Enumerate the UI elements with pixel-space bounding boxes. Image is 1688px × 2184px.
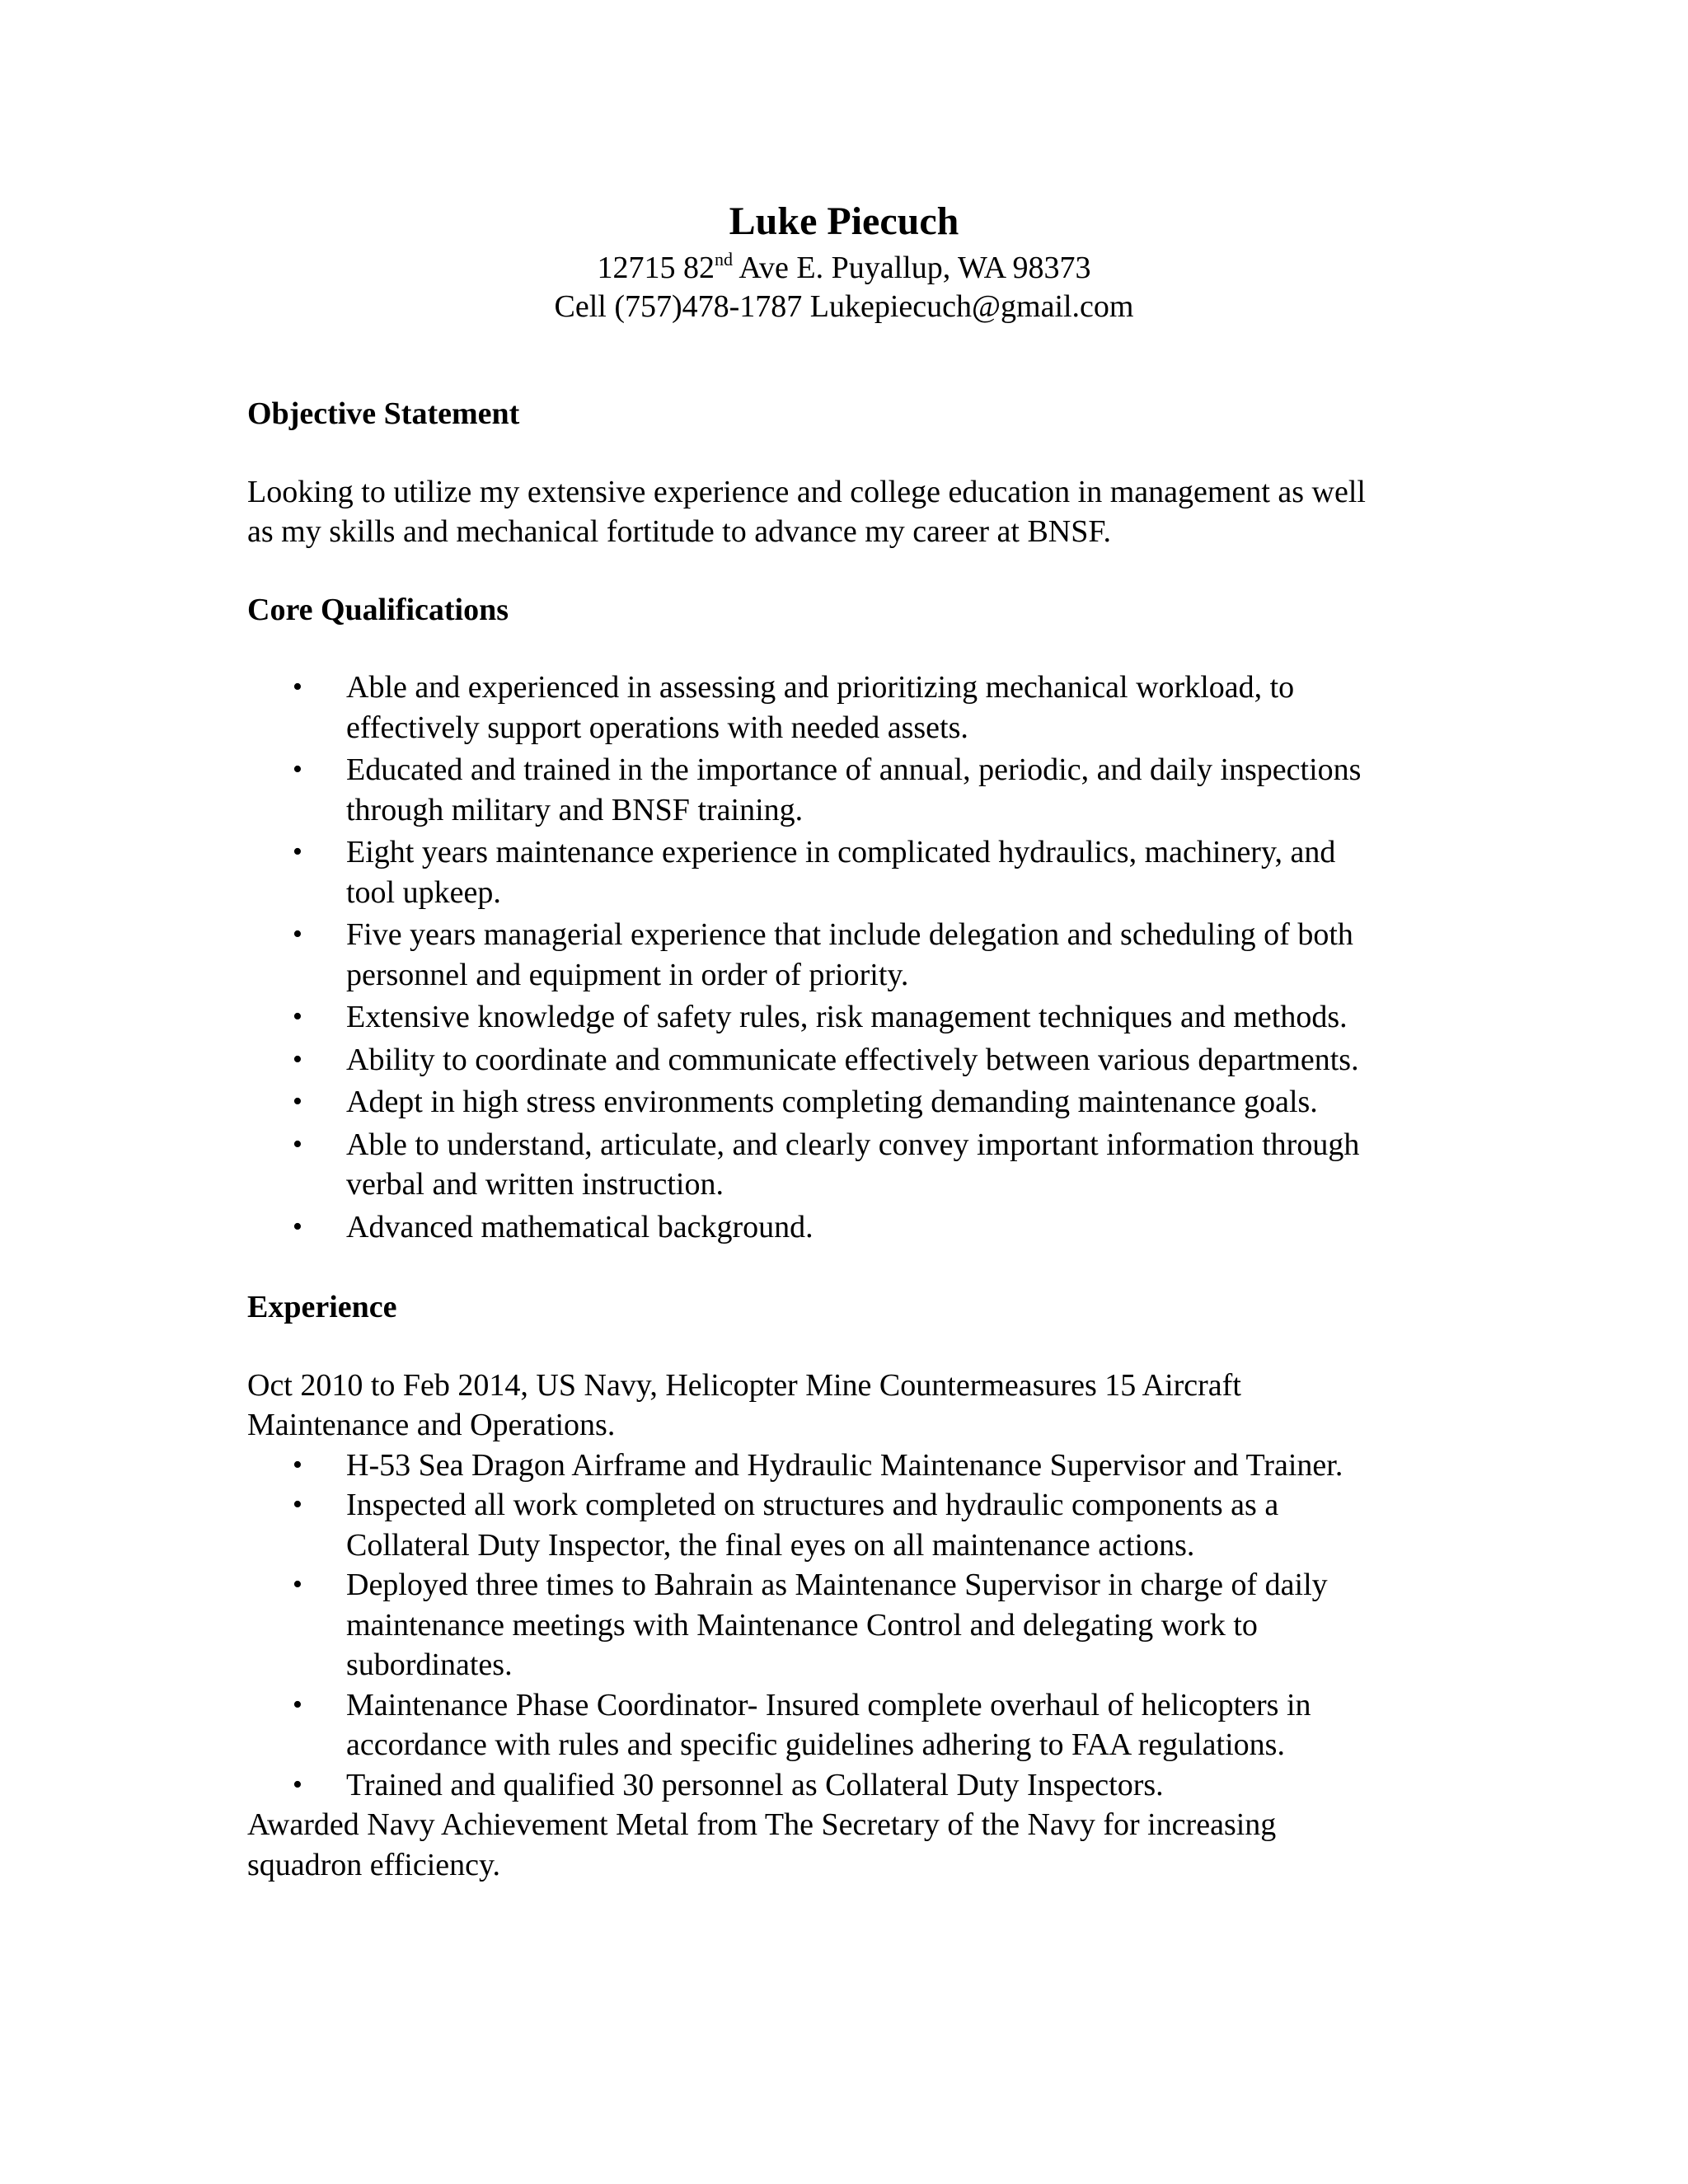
- objective-line: as my skills and mechanical fortitude to advance my career at BNSF.: [247, 514, 1111, 549]
- job-line: Oct 2010 to Feb 2014, US Navy, Helicopter Mine Countermeasures 15 Aircraft: [247, 1367, 1241, 1403]
- item-line: Ability to coordinate and communicate effectively between various departments.: [346, 1042, 1359, 1077]
- item-line: Deployed three times to Bahrain as Maintenance Supervisor in charge of daily: [346, 1568, 1328, 1602]
- spacer: [247, 1328, 1442, 1366]
- list-item: [247, 668, 1442, 748]
- item-line: verbal and written instruction.: [346, 1167, 724, 1202]
- item-line: Able to understand, articulate, and clearly convey important information through: [346, 1127, 1360, 1162]
- bullet-icon: •: [293, 1449, 302, 1480]
- address-rest: Ave E. Puyallup, WA 98373: [732, 251, 1091, 285]
- list-item: [247, 915, 1442, 995]
- experience-heading: Experience: [247, 1290, 397, 1324]
- item-line: Adept in high stress environments completing demanding maintenance goals.: [346, 1085, 1318, 1119]
- item-line: Trained and qualified 30 personnel as Collateral Duty Inspectors.: [346, 1767, 1164, 1802]
- objective-line: Looking to utilize my extensive experience and college education in management as well: [247, 474, 1366, 509]
- item-line: personnel and equipment in order of priority.: [346, 957, 909, 992]
- item-line: subordinates.: [346, 1647, 513, 1682]
- address-line: [0, 249, 1688, 288]
- address-ordinal-suffix: nd: [714, 249, 733, 269]
- award-line: squadron efficiency.: [247, 1847, 501, 1882]
- bullet-icon: •: [293, 837, 302, 867]
- objective-text: [247, 472, 1442, 552]
- bullet-icon: •: [293, 1001, 302, 1032]
- bullet-icon: •: [293, 1086, 302, 1117]
- award-text: [247, 1805, 1442, 1885]
- list-item: [247, 1485, 1442, 1565]
- list-item: [247, 1207, 1442, 1248]
- qualifications-list: [247, 668, 1442, 1247]
- list-item: [247, 997, 1442, 1038]
- item-line: Able and experienced in assessing and prioritizing mechanical workload, to: [346, 670, 1295, 705]
- spacer: [247, 1249, 1442, 1287]
- list-item: [247, 1565, 1442, 1685]
- bullet-icon: •: [293, 919, 302, 949]
- item-line: through military and BNSF training.: [346, 792, 804, 827]
- list-item: [247, 1685, 1442, 1765]
- item-line: Inspected all work completed on structures and hydraulic components as a: [346, 1488, 1279, 1522]
- item-line: Advanced mathematical background.: [346, 1209, 814, 1244]
- spacer: [247, 434, 1442, 472]
- list-item: [247, 1082, 1442, 1122]
- bullet-icon: •: [293, 1769, 302, 1800]
- list-item: [247, 1040, 1442, 1080]
- candidate-name: Luke Piecuch: [729, 199, 959, 243]
- job-title: [247, 1366, 1442, 1446]
- bullet-icon: •: [293, 1489, 302, 1520]
- qualifications-heading: Core Qualifications: [247, 592, 509, 627]
- contact-line: Cell (757)478-1787 Lukepiecuch@gmail.com: [554, 289, 1134, 324]
- bullet-icon: •: [293, 672, 302, 702]
- bullet-icon: •: [293, 1689, 302, 1720]
- resume-header: [0, 194, 1688, 326]
- bullet-icon: •: [293, 754, 302, 785]
- item-line: maintenance meetings with Maintenance Control and delegating work to: [346, 1607, 1258, 1643]
- list-item: [247, 750, 1442, 830]
- item-line: Five years managerial experience that include delegation and scheduling of both: [346, 917, 1353, 952]
- item-line: Educated and trained in the importance of annual, periodic, and daily inspections: [346, 752, 1362, 787]
- objective-heading: Objective Statement: [247, 396, 520, 431]
- bullet-icon: •: [293, 1569, 302, 1600]
- resume-body: [247, 394, 1442, 1885]
- list-item: [247, 832, 1442, 912]
- bullet-icon: •: [293, 1128, 302, 1160]
- experience-list: [247, 1446, 1442, 1806]
- list-item: [247, 1125, 1442, 1205]
- item-line: H-53 Sea Dragon Airframe and Hydraulic Maintenance Supervisor and Trainer.: [346, 1447, 1343, 1483]
- bullet-icon: •: [293, 1211, 302, 1242]
- spacer: [247, 630, 1442, 668]
- item-line: accordance with rules and specific guidelines adhering to FAA regulations.: [346, 1727, 1285, 1762]
- item-line: Collateral Duty Inspector, the final eyes on all maintenance actions.: [346, 1527, 1195, 1563]
- item-line: effectively support operations with needed assets.: [346, 710, 968, 745]
- address-number: 12715 82: [597, 251, 715, 285]
- item-line: Maintenance Phase Coordinator- Insured complete overhaul of helicopters in: [346, 1687, 1311, 1722]
- list-item: [247, 1446, 1442, 1486]
- award-line: Awarded Navy Achievement Metal from The Secretary of the Navy for increasing: [247, 1807, 1277, 1842]
- item-line: Eight years maintenance experience in complicated hydraulics, machinery, and: [346, 835, 1336, 869]
- bullet-icon: •: [293, 1043, 302, 1075]
- item-line: tool upkeep.: [346, 874, 501, 910]
- job-line: Maintenance and Operations.: [247, 1408, 616, 1442]
- spacer: [247, 552, 1442, 590]
- item-line: Extensive knowledge of safety rules, risk management techniques and methods.: [346, 1000, 1348, 1034]
- list-item: [247, 1765, 1442, 1806]
